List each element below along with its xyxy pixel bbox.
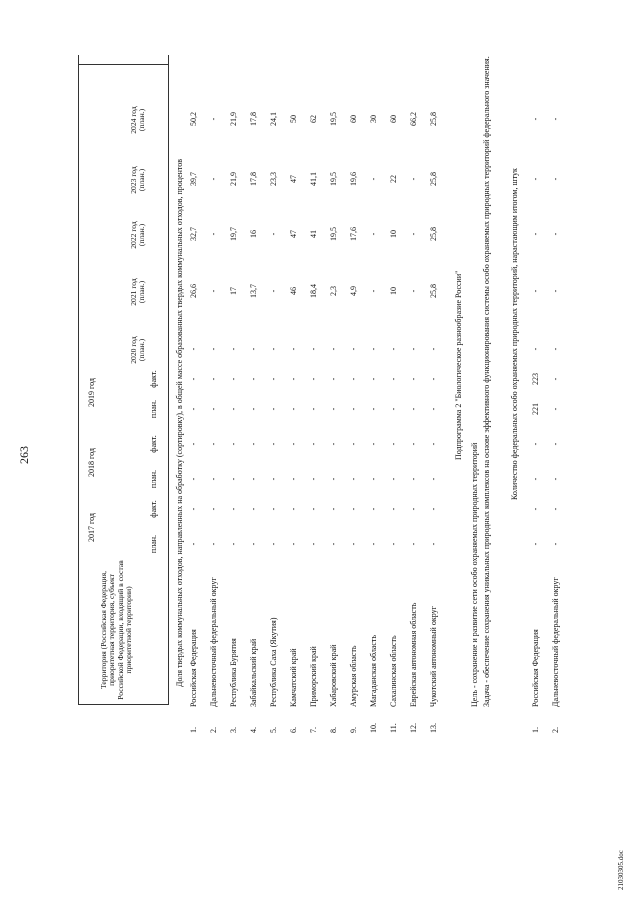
row-value: 46 [289,287,298,295]
row-territory: Хабаровский край [329,644,338,707]
row-value: - [329,377,338,381]
row-value: - [209,542,218,546]
row-value: - [329,477,338,481]
row-value: 66,2 [409,112,418,126]
row-value: - [209,347,218,351]
row-value: 39,7 [189,172,198,186]
row-value: - [309,477,318,481]
row-territory: Магаданская область [369,634,378,707]
row-value: - [409,347,418,351]
row-value: - [349,507,358,511]
row-number: 4. [249,727,258,733]
row-value: 23,3 [269,172,278,186]
row-value: - [189,542,198,546]
row-value: - [429,477,438,481]
row-value: - [551,442,560,446]
row-value: 18,4 [309,284,318,298]
subprogram-title: Подпрограмма 2 "Биологическое разнообразие России" [454,270,463,460]
row-value: - [229,347,238,351]
header-territory: Территория (Российская Федерация, приоритетная территория, субъект Российской Федерации, входящий в состав приоритетной территории) [99,560,134,700]
row-value: - [269,232,278,236]
row-value: - [531,289,540,293]
row-value: - [269,442,278,446]
row-value: - [369,347,378,351]
row-number: 12. [409,723,418,733]
row-value: - [189,377,198,381]
row-value: - [389,442,398,446]
header-plan: план. [149,469,158,489]
row-territory: Российская Федерация [189,629,198,707]
row-value: - [409,407,418,411]
row-value: - [551,542,560,546]
header-year: 2018 год [87,448,96,477]
row-value: 62 [309,115,318,123]
row-value: - [269,477,278,481]
row-value: - [551,117,560,121]
row-value: - [289,407,298,411]
row-value: 26,6 [189,284,198,298]
row-value: 17,8 [249,172,258,186]
row-value: 221 [531,403,540,415]
row-value: - [329,347,338,351]
row-value: 60 [389,115,398,123]
header-forecast: 2023 год (план.) [129,166,147,194]
row-value: - [389,407,398,411]
row-value: 19,5 [329,172,338,186]
row-value: - [409,507,418,511]
row-value: - [309,407,318,411]
row-value: 17,8 [249,112,258,126]
row-value: - [329,442,338,446]
row-value: 24,1 [269,112,278,126]
row-value: - [289,542,298,546]
row-territory: Чукотский автономный округ [429,606,438,707]
row-value: - [289,442,298,446]
row-number: 10. [369,723,378,733]
row-value: - [369,507,378,511]
row-value: - [349,542,358,546]
row-value: - [389,347,398,351]
row-number: 9. [349,727,358,733]
row-value: - [269,542,278,546]
row-value: - [289,507,298,511]
row-value: - [409,442,418,446]
row-value: - [551,507,560,511]
row-value: - [289,347,298,351]
row-value: - [249,377,258,381]
row-value: - [229,542,238,546]
row-value: - [209,117,218,121]
row-number: 1. [189,727,198,733]
row-value: - [389,477,398,481]
row-value: 32,7 [189,227,198,241]
row-value: 41,1 [309,172,318,186]
row-territory: Дальневосточный федеральный округ [551,577,560,707]
page-number: 263 [17,446,31,464]
row-value: 17,6 [349,227,358,241]
row-value: - [531,542,540,546]
row-value: - [309,542,318,546]
row-value: - [189,407,198,411]
row-value: - [249,347,258,351]
row-value: - [249,442,258,446]
row-value: - [429,347,438,351]
row-value: - [309,507,318,511]
row-value: - [389,377,398,381]
row-value: - [551,377,560,381]
row-number: 7. [309,727,318,733]
row-number: 6. [289,727,298,733]
row-value: - [269,507,278,511]
row-number: 2. [209,727,218,733]
row-value: - [269,347,278,351]
header-fact: факт. [149,500,158,518]
row-value: - [209,177,218,181]
header-forecast: 2020 год (план.) [129,336,147,364]
row-value: 60 [349,115,358,123]
row-value: - [369,232,378,236]
row-territory: Камчатский край [289,648,298,707]
row-value: - [389,542,398,546]
indicator-2: Количество федеральных особо охраняемых природных территорий, нарастающим итогом, штук [510,168,519,500]
row-value: - [409,289,418,293]
row-value: - [289,477,298,481]
goal-text: Цель - сохранение и развитие сети особо охраняемых природных территорий [470,442,479,707]
row-value: 25,8 [429,172,438,186]
row-number: 2. [551,727,560,733]
footer-filename: 21030305.doc [617,850,625,890]
row-value: 22 [389,175,398,183]
header-plan: план. [149,399,158,419]
row-value: 21,9 [229,112,238,126]
row-value: - [209,377,218,381]
header-forecast: 2021 год (план.) [129,278,147,306]
row-value: - [429,407,438,411]
row-number: 8. [329,727,338,733]
row-value: - [229,477,238,481]
row-value: - [329,407,338,411]
row-value: - [209,477,218,481]
row-value: - [531,177,540,181]
row-value: - [329,507,338,511]
row-value: - [429,542,438,546]
row-value: 19,5 [329,112,338,126]
row-value: - [369,377,378,381]
row-value: 17 [229,287,238,295]
row-value: - [229,407,238,411]
header-fact: факт. [149,370,158,388]
row-value: 13,7 [249,284,258,298]
row-value: 47 [289,175,298,183]
header-fact: факт. [149,435,158,453]
row-number: 5. [269,727,278,733]
row-value: - [229,442,238,446]
row-value: - [551,407,560,411]
row-value: - [531,477,540,481]
row-territory: Республика Саха (Якутия) [269,617,278,707]
row-territory: Приморский край [309,646,318,707]
indicator-1: Доля твердых коммунальных отходов, направленных на обработку (сортировку), в общей массе образованных твердых коммунальных отходов, процентов [175,158,184,687]
row-value: - [329,542,338,546]
row-territory: Амурская область [349,645,358,707]
header-forecast: 2024 год (план.) [129,106,147,134]
row-value: 41 [309,230,318,238]
row-value: - [189,347,198,351]
row-value: - [409,477,418,481]
row-value: - [189,477,198,481]
row-value: - [269,407,278,411]
row-value: 19,6 [349,172,358,186]
row-value: - [551,232,560,236]
row-value: - [551,177,560,181]
row-value: - [369,177,378,181]
row-value: - [369,442,378,446]
row-value: - [269,377,278,381]
row-value: - [409,232,418,236]
row-number: 13. [429,723,438,733]
row-value: - [349,347,358,351]
row-value: 2,3 [329,286,338,296]
row-value: - [429,507,438,511]
row-value: 16 [249,230,258,238]
row-value: - [369,542,378,546]
header-year: 2019 год [87,378,96,407]
row-value: 4,9 [349,286,358,296]
row-value: - [189,442,198,446]
row-value: - [409,542,418,546]
row-value: 19,5 [329,227,338,241]
row-value: - [229,377,238,381]
row-value: - [369,477,378,481]
row-value: 10 [389,287,398,295]
row-value: - [249,477,258,481]
row-value: 223 [531,373,540,385]
row-value: - [249,507,258,511]
row-value: - [369,407,378,411]
row-value: - [531,232,540,236]
row-value: 25,8 [429,112,438,126]
row-value: - [551,477,560,481]
row-value: - [249,407,258,411]
row-value: - [349,477,358,481]
row-value: - [531,347,540,351]
row-value: - [531,442,540,446]
row-value: 19,7 [229,227,238,241]
header-year: 2017 год [87,513,96,542]
row-territory: Сахалинская область [389,635,398,707]
row-value: 21,9 [229,172,238,186]
row-value: - [209,507,218,511]
row-value: - [289,377,298,381]
row-value: - [209,232,218,236]
row-value: - [269,289,278,293]
row-value: - [429,377,438,381]
header-plan: план. [149,534,158,554]
row-value: 47 [289,230,298,238]
row-value: - [531,507,540,511]
row-territory: Дальневосточный федеральный округ [209,577,218,707]
header-forecast: 2022 год (план.) [129,221,147,249]
row-value: - [531,117,540,121]
row-value: - [209,442,218,446]
row-territory: Забайкальский край [249,638,258,707]
row-value: - [209,289,218,293]
row-value: 10 [389,230,398,238]
row-value: - [551,289,560,293]
row-territory: Республика Бурятия [229,638,238,707]
row-number: 3. [229,727,238,733]
row-value: - [229,507,238,511]
row-value: 25,8 [429,227,438,241]
row-value: 30 [369,115,378,123]
row-value: - [349,442,358,446]
row-value: - [369,289,378,293]
row-territory: Российская Федерация [531,629,540,707]
row-value: - [249,542,258,546]
row-value: - [409,177,418,181]
row-value: - [309,347,318,351]
row-value: - [349,377,358,381]
row-value: - [309,442,318,446]
row-value: - [389,507,398,511]
row-value: - [349,407,358,411]
row-value: 50,2 [189,112,198,126]
row-value: 50 [289,115,298,123]
row-value: - [209,407,218,411]
row-value: - [309,377,318,381]
task-text: Задача - обеспечение сохранения уникальных природных комплексов на основе эффективного функционирования системы особо охраняемых природных территорий федерального значения. [482,56,491,707]
row-value: - [429,442,438,446]
row-value: - [551,347,560,351]
row-value: - [189,507,198,511]
row-number: 11. [389,723,398,733]
row-value: 25,8 [429,284,438,298]
row-territory: Еврейская автономная область [409,602,418,707]
row-value: - [409,377,418,381]
row-number: 1. [531,727,540,733]
